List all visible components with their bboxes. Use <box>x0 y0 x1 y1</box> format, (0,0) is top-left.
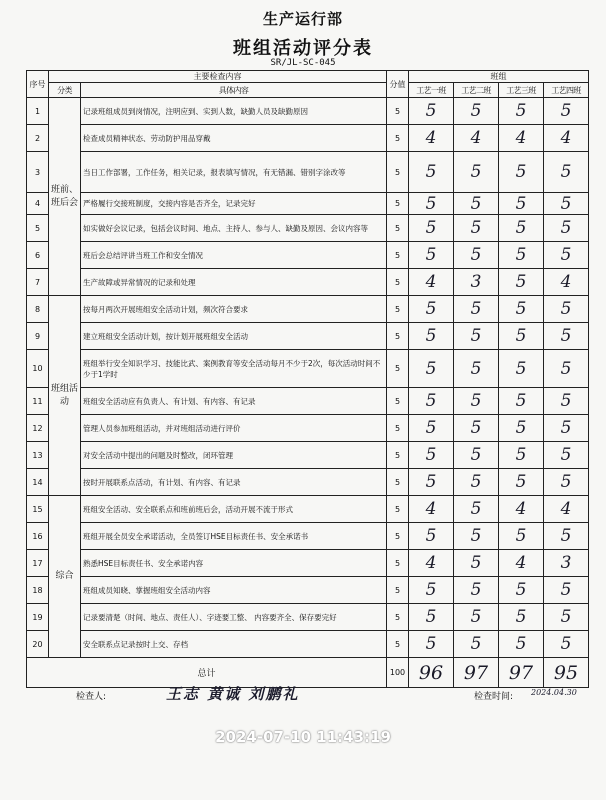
team-mark: 4 <box>409 550 454 577</box>
table-row <box>27 215 589 242</box>
total-score: 100 <box>387 658 409 688</box>
table-row <box>27 442 589 469</box>
score-value: 5 <box>387 269 409 296</box>
team-mark: 5 <box>499 242 544 269</box>
inspection-time-label: 检查时间: <box>474 692 514 702</box>
row-number: 17 <box>27 550 49 577</box>
team-mark: 5 <box>454 152 499 193</box>
table-row <box>27 152 589 193</box>
detail-cell: 记录要清楚（时间、地点、责任人）、字迹要工整、 内容要齐全、保存要完好 <box>81 604 387 631</box>
team-mark: 5 <box>499 469 544 496</box>
team-mark: 5 <box>409 604 454 631</box>
team-mark: 5 <box>499 215 544 242</box>
detail-cell: 班组安全活动、安全联系点和班前班后会，活动开展不流于形式 <box>81 496 387 523</box>
detail-cell: 严格履行交接班制度，交接内容是否齐全，记录完好 <box>81 193 387 215</box>
team-mark: 4 <box>409 125 454 152</box>
row-number: 7 <box>27 269 49 296</box>
row-number: 2 <box>27 125 49 152</box>
team-mark: 5 <box>454 523 499 550</box>
team-mark: 5 <box>454 415 499 442</box>
table-row <box>27 296 589 323</box>
table-row <box>27 125 589 152</box>
score-value: 5 <box>387 577 409 604</box>
team-mark: 5 <box>544 296 589 323</box>
team-header: 工艺一班 <box>409 83 454 98</box>
detail-header: 具体内容 <box>81 83 387 98</box>
team-mark: 5 <box>409 242 454 269</box>
table-row <box>27 469 589 496</box>
team-header: 工艺四班 <box>544 83 589 98</box>
team-total: 97 <box>454 658 499 688</box>
row-number: 19 <box>27 604 49 631</box>
teams-group-header: 班组 <box>409 71 589 83</box>
team-mark: 5 <box>454 323 499 350</box>
detail-cell: 生产故障或异常情况的记录和处理 <box>81 269 387 296</box>
row-number: 18 <box>27 577 49 604</box>
team-mark: 5 <box>409 388 454 415</box>
team-mark: 5 <box>409 523 454 550</box>
table-row <box>27 242 589 269</box>
table-row <box>27 550 589 577</box>
form-code: SR/JL-SC-045 <box>270 58 336 68</box>
team-mark: 5 <box>409 296 454 323</box>
team-mark: 5 <box>544 388 589 415</box>
row-number: 3 <box>27 152 49 193</box>
table-row <box>27 98 589 125</box>
timestamp-watermark: 2024-07-10 11:43:19 <box>215 728 391 746</box>
team-mark: 5 <box>409 350 454 388</box>
team-mark: 5 <box>409 631 454 658</box>
team-mark: 5 <box>454 577 499 604</box>
table-row <box>27 496 589 523</box>
team-mark: 3 <box>454 269 499 296</box>
score-value: 5 <box>387 604 409 631</box>
team-mark: 4 <box>409 269 454 296</box>
team-mark: 5 <box>454 242 499 269</box>
team-mark: 5 <box>409 577 454 604</box>
row-number: 12 <box>27 415 49 442</box>
team-mark: 5 <box>409 98 454 125</box>
score-value: 5 <box>387 323 409 350</box>
team-mark: 5 <box>499 98 544 125</box>
team-mark: 5 <box>499 577 544 604</box>
score-value: 5 <box>387 296 409 323</box>
category-cell: 综合 <box>49 496 81 658</box>
team-mark: 5 <box>409 193 454 215</box>
team-mark: 5 <box>499 193 544 215</box>
team-mark: 4 <box>454 125 499 152</box>
team-mark: 5 <box>544 631 589 658</box>
detail-cell: 对安全活动中提出的问题及时整改，闭环管理 <box>81 442 387 469</box>
team-mark: 5 <box>454 98 499 125</box>
detail-cell: 记录班组成员到岗情况，注明应到、实到人数，缺勤人员及缺勤原因 <box>81 98 387 125</box>
team-mark: 3 <box>544 550 589 577</box>
detail-cell: 如实做好会议记录，包括会议时间、地点、主持人、参与人、缺勤及原因、会议内容等 <box>81 215 387 242</box>
main-content-header: 主要检查内容 <box>49 71 387 83</box>
team-mark: 5 <box>454 496 499 523</box>
team-mark: 5 <box>499 631 544 658</box>
score-value: 5 <box>387 215 409 242</box>
detail-cell: 班组安全活动应有负责人、有计划、有内容、有记录 <box>81 388 387 415</box>
row-number: 11 <box>27 388 49 415</box>
table-row <box>27 350 589 388</box>
team-mark: 5 <box>454 442 499 469</box>
row-number: 10 <box>27 350 49 388</box>
row-number: 20 <box>27 631 49 658</box>
detail-cell: 建立班组安全活动计划，按计划开展班组安全活动 <box>81 323 387 350</box>
team-mark: 5 <box>544 323 589 350</box>
score-rows <box>27 98 589 688</box>
category-cell: 班前、班后会 <box>49 98 81 296</box>
team-total: 97 <box>499 658 544 688</box>
table-row <box>27 604 589 631</box>
team-mark: 5 <box>454 631 499 658</box>
score-value: 5 <box>387 550 409 577</box>
team-mark: 4 <box>544 496 589 523</box>
table-row <box>27 631 589 658</box>
department-title: 生产运行部 <box>262 10 343 28</box>
score-value: 5 <box>387 152 409 193</box>
team-mark: 4 <box>499 550 544 577</box>
team-mark: 5 <box>544 523 589 550</box>
inspector-label: 检查人: <box>76 692 107 702</box>
team-mark: 5 <box>499 296 544 323</box>
team-mark: 5 <box>544 469 589 496</box>
detail-cell: 管理人员参加班组活动，并对班组活动进行评价 <box>81 415 387 442</box>
table-row <box>27 415 589 442</box>
row-number: 4 <box>27 193 49 215</box>
score-value: 5 <box>387 415 409 442</box>
detail-cell: 安全联系点记录按时上交、存档 <box>81 631 387 658</box>
row-number: 6 <box>27 242 49 269</box>
team-mark: 5 <box>409 442 454 469</box>
team-mark: 5 <box>544 350 589 388</box>
team-mark: 5 <box>499 350 544 388</box>
detail-cell: 检查成员精神状态、劳动防护用品穿戴 <box>81 125 387 152</box>
team-mark: 5 <box>454 193 499 215</box>
team-mark: 5 <box>544 242 589 269</box>
score-value: 5 <box>387 496 409 523</box>
team-mark: 5 <box>409 323 454 350</box>
detail-cell: 班组举行安全知识学习、技能比武、案例教育等安全活动每月不少于2次，每次活动时间不少于1学时 <box>81 350 387 388</box>
team-mark: 4 <box>499 125 544 152</box>
team-mark: 5 <box>499 523 544 550</box>
table-row <box>27 388 589 415</box>
team-mark: 5 <box>454 215 499 242</box>
detail-cell: 班后会总结评讲当班工作和安全情况 <box>81 242 387 269</box>
score-value: 5 <box>387 442 409 469</box>
team-mark: 4 <box>544 269 589 296</box>
team-mark: 5 <box>544 442 589 469</box>
inspection-time-value: 2024.04.30 <box>531 688 577 697</box>
detail-cell: 按每月两次开展班组安全活动计划，频次符合要求 <box>81 296 387 323</box>
team-mark: 5 <box>409 152 454 193</box>
score-value: 5 <box>387 388 409 415</box>
team-mark: 5 <box>454 604 499 631</box>
score-value: 5 <box>387 125 409 152</box>
team-header: 工艺二班 <box>454 83 499 98</box>
score-value: 5 <box>387 350 409 388</box>
team-mark: 5 <box>499 269 544 296</box>
score-value: 5 <box>387 242 409 269</box>
table-row <box>27 193 589 215</box>
detail-cell: 熟悉HSE目标责任书、安全承诺内容 <box>81 550 387 577</box>
team-mark: 5 <box>544 415 589 442</box>
score-header: 分值 <box>387 71 409 98</box>
team-mark: 5 <box>499 604 544 631</box>
form-title: 班组活动评分表 <box>233 38 373 59</box>
row-number: 5 <box>27 215 49 242</box>
team-mark: 4 <box>499 496 544 523</box>
detail-cell: 按时开展联系点活动，有计划、有内容、有记录 <box>81 469 387 496</box>
team-mark: 5 <box>544 152 589 193</box>
total-row <box>27 658 589 688</box>
row-number: 15 <box>27 496 49 523</box>
team-mark: 5 <box>499 442 544 469</box>
team-mark: 5 <box>499 152 544 193</box>
team-mark: 5 <box>544 98 589 125</box>
team-mark: 5 <box>544 215 589 242</box>
row-number: 8 <box>27 296 49 323</box>
team-mark: 5 <box>409 469 454 496</box>
team-mark: 5 <box>499 415 544 442</box>
row-number: 13 <box>27 442 49 469</box>
team-mark: 5 <box>499 323 544 350</box>
team-mark: 5 <box>409 215 454 242</box>
team-mark: 5 <box>409 415 454 442</box>
team-mark: 5 <box>454 550 499 577</box>
team-total: 96 <box>409 658 454 688</box>
category-cell: 班组活动 <box>49 296 81 496</box>
score-value: 5 <box>387 469 409 496</box>
team-mark: 5 <box>454 388 499 415</box>
table-row <box>27 577 589 604</box>
detail-cell: 当日工作部署，工作任务，相关记录，报表填写情况，有无错漏、错别字涂改等 <box>81 152 387 193</box>
team-mark: 5 <box>544 193 589 215</box>
score-value: 5 <box>387 98 409 125</box>
team-mark: 5 <box>454 469 499 496</box>
category-header: 分类 <box>49 83 81 98</box>
row-number: 1 <box>27 98 49 125</box>
total-label: 总计 <box>27 658 387 688</box>
seq-header: 序号 <box>27 71 49 98</box>
team-mark: 5 <box>454 350 499 388</box>
score-value: 5 <box>387 631 409 658</box>
detail-cell: 班组开展全员安全承诺活动，全员签订HSE目标责任书、安全承诺书 <box>81 523 387 550</box>
score-value: 5 <box>387 523 409 550</box>
team-mark: 4 <box>409 496 454 523</box>
team-mark: 5 <box>544 604 589 631</box>
score-table <box>26 70 589 688</box>
table-row <box>27 323 589 350</box>
team-total: 95 <box>544 658 589 688</box>
team-mark: 4 <box>544 125 589 152</box>
row-number: 16 <box>27 523 49 550</box>
footer <box>26 685 588 707</box>
row-number: 14 <box>27 469 49 496</box>
team-mark: 5 <box>454 296 499 323</box>
inspector-signatures: 王志 黄诚 刘鹏礼 <box>166 685 300 703</box>
team-mark: 5 <box>544 577 589 604</box>
team-mark: 5 <box>499 388 544 415</box>
table-row <box>27 523 589 550</box>
table-row <box>27 269 589 296</box>
detail-cell: 班组成员知晓、掌握班组安全活动内容 <box>81 577 387 604</box>
score-value: 5 <box>387 193 409 215</box>
row-number: 9 <box>27 323 49 350</box>
team-header: 工艺三班 <box>499 83 544 98</box>
